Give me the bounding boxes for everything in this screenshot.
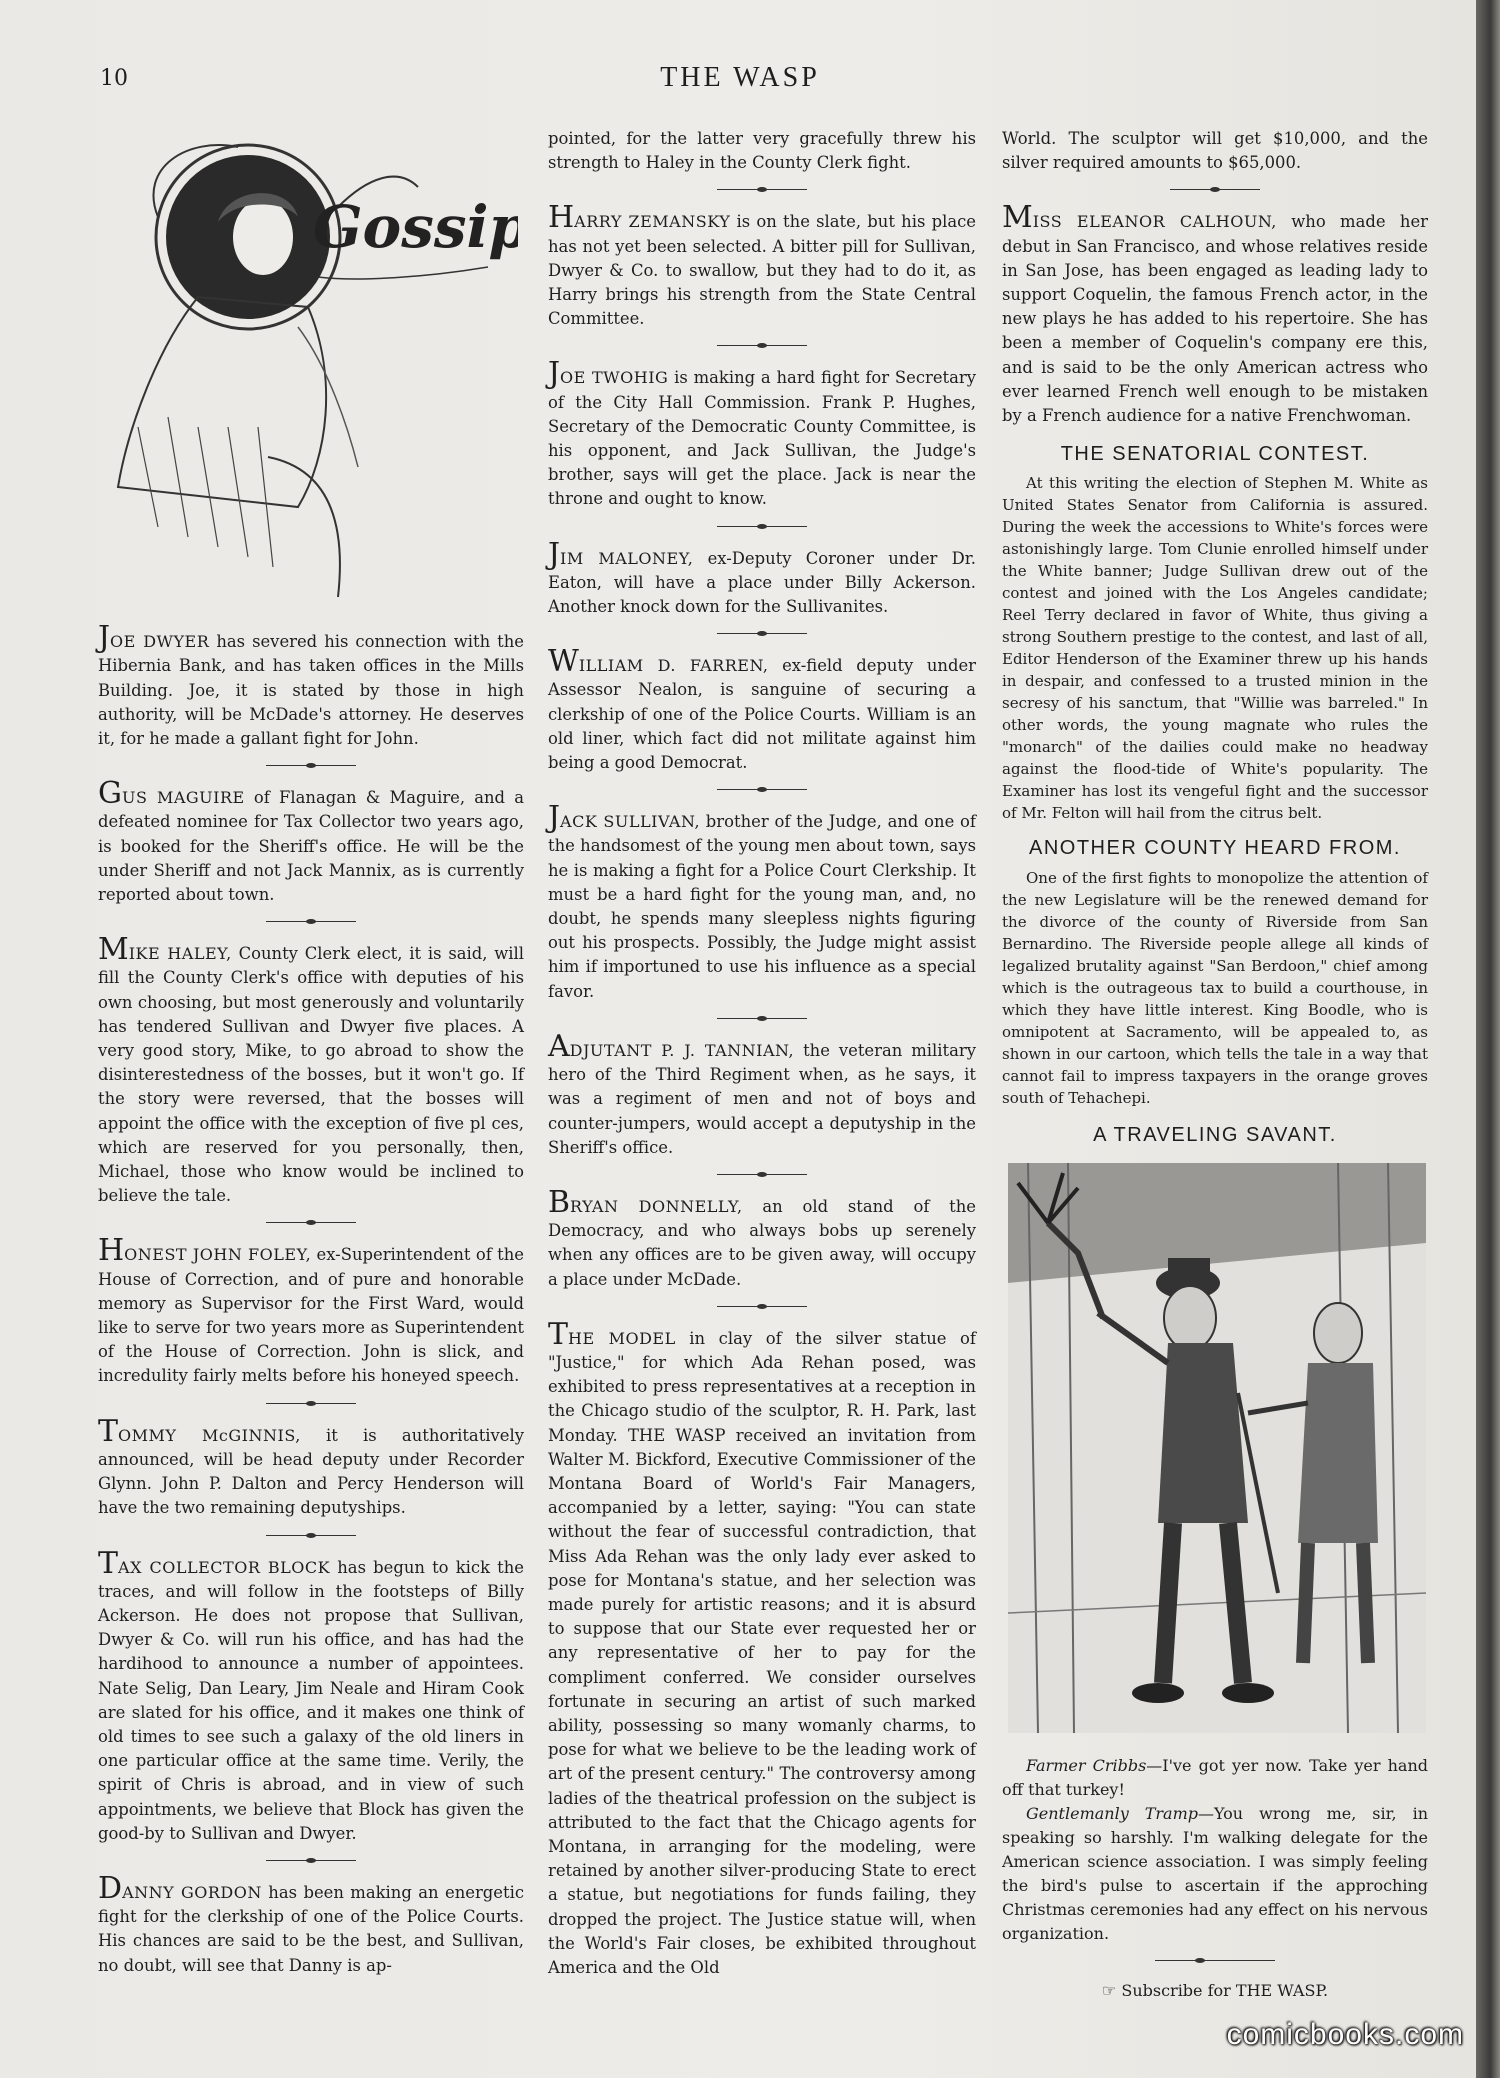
divider [266, 921, 356, 922]
gossip-item: HONEST JOHN FOLEY, ex-Superintendent of the House of Correction, and of pure and honorable memory as Supervisor for the First Ward, would like to serve for two years more as Superintendent of the House of Correction. John is slick, and incredulity fairly melts before his honeyed speech. [98, 1233, 525, 1386]
divider [717, 189, 807, 190]
gossip-illustration [98, 127, 518, 607]
gossip-item: TOMMY McGINNIS, it is authoritatively announced, will be head deputy under Recorder Glynn. John P. Dalton and Percy Henderson will have the two remaining deputyships. [98, 1413, 524, 1518]
gossip-item: JOE TWOHIG is making a hard fight for Secretary of the City Hall Commission. Frank P. Hughes, Secretary of the Democratic County Committee, is his opponent, and Jack Sullivan, the Judge's brother, says will get the place. Jack is near the throne and ought to know. [548, 356, 977, 509]
gossip-item: JACK SULLIVAN, brother of the Judge, and one of the handsomest of the young men about town, says he is making a fight for a Police Court Clerkship. It must be a hard fight for the young man, and, no doubt, he spends many sleepless nights figuring out his prospects. Possibly, the Judge might assist him if importuned to use his influence as a special favor. [548, 800, 976, 1001]
divider [1170, 189, 1260, 190]
col2-continuation: pointed, for the latter very gracefully threw his strength to Haley in the County Clerk fight. [548, 129, 976, 173]
savant-headline: A TRAVELING SAVANT. [1093, 1123, 1337, 1146]
divider [717, 1018, 807, 1019]
divider [266, 1860, 356, 1861]
column-1 [98, 127, 524, 1978]
divider [717, 345, 807, 346]
divider [717, 1174, 807, 1175]
divider [266, 765, 356, 766]
gossip-item: HARRY ZEMANSKY is on the slate, but his place has not yet been selected. A bitter pill for Sullivan, Dwyer & Co. to swallow, but they had to do it, as Harry brings his strength from the State Central Committee. [548, 200, 976, 329]
traveling-savant-cartoon [1008, 1163, 1426, 1733]
gossip-logo: Gossip [313, 193, 518, 261]
divider [717, 1306, 807, 1307]
pointing-hand-icon: ☞ [1101, 1981, 1122, 2001]
gossip-item: DANNY GORDON has been making an energetic fight for the clerkship of one of the Police Courts. His chances are said to be the best, and Sullivan, no doubt, will see that Danny is ap- [98, 1870, 524, 1975]
gossip-item: JIM MALONEY, ex-Deputy Coroner under Dr. Eaton, will have a place under Billy Ackerson. Another knock down for the Sullivanites. [548, 536, 976, 617]
calhoun-article: MISS ELEANOR CALHOUN, who made her debut in San Francisco, and whose relatives reside in San Jose, has been engaged as leading lady to support Coquelin, the famous French actor, in the new plays he has added to his repertoire. She has been a member of Coquelin's company ere this, and is said to be the only American actress who ever learned French well enough to be mistaken by a French audience for a native Frenchwoman. [1002, 200, 1429, 426]
subscribe-notice: ☞ Subscribe for THE WASP. [1101, 1981, 1329, 2001]
county-body: One of the first fights to monopolize the attention of the new Legislature will be the renewed demand for the divorce of the county of Riverside from San Bernardino. The Riverside people allege all kinds of legalized brutality against "San Berdoon," chief among which is the outrageous tax to build a courthouse, in which they have little interest. King Boodle, who is omnipotent at Sacramento, will be appealed to, as shown in our cartoon, which tells the tale in a way that cannot fail to impress taxpayers in the orange groves south of Tehachepi. [1002, 868, 1428, 1107]
column-3 [1002, 127, 1428, 2003]
senatorial-body: At this writing the election of Stephen M. White as United States Senator from California is assured. During the week the accessions to White's forces were astonishingly large. Tom Clunie enrolled himself under the White banner; Judge Sullivan drew out of the contest and joined with the Los Angeles candidate; Reel Terry declared in favor of White, thus giving a strong Southern prestige to the contest, and last of all, Editor Henderson of the Examiner threw up his hands in despair, and confessed to a trusted minion in the secresy of his sanctum, that "Willie was barreled." In other words, the young magnate who rules the "monarch" of the dailies could make no headway against the flood-tide of White's popularity. The Examiner has lost its vengeful fight and the successor of Mr. Felton will hail from the citrus belt. [1002, 474, 1428, 823]
column-2 [548, 127, 976, 1980]
gossip-item: JOE DWYER has severed his connection with the Hibernia Bank, and has taken offices in the Mills Building. Joe, it is stated by those in high authority, will be McDade's attorney. He deserves it, for he made a gallant fight for John. [98, 620, 525, 749]
divider [717, 526, 807, 527]
gossip-item: ADJUTANT P. J. TANNIAN, the veteran military hero of the Third Regiment when, as he says, it was a regiment of men and not of boys and counter-jumpers, would accept a deputyship in the Sheriff's office. [548, 1028, 976, 1157]
watermark: comicbooks.com [1226, 2018, 1464, 2051]
gossip-item: BRYAN DONNELLY, an old stand of the Democracy, and who always bobs up serenely when any offices are to be given away, will occupy a place under McDade. [548, 1184, 977, 1289]
divider [266, 1222, 356, 1223]
gossip-item: THE MODEL in clay of the silver statue of "Justice," for which Ada Rehan posed, was exhibited to press representatives at a reception in the Chicago studio of the sculptor, R. H. Park, last Monday. THE WASP received an invitation from Walter M. Bickford, Executive Commissioner of the Montana Board of World's Fair Managers, accompanied by a letter, saying: "You can state without the fear of successful contradiction, that Miss Ada Rehan was the only lady ever asked to pose for Montana's statue, and her selection was made purely for artistic reasons; and it is absurd to suppose that our State ever requested her or any representative of her to pay for the compliment conferred. We consider ourselves fortunate in securing an artist of such marked ability, possessing so many womanly charms, to pose for what we believe to be the leading work of art of the present century." The controversy among ladies of the theatrical profession on the subject is attributed to the fact that the Chicago agents for Montana, in arranging for the modeling, were retained by another silver-producing State to erect a statue, but negotiations for funds failing, they dropped the project. The Justice statue will, when the World's Fair closes, be exhibited throughout America and the Old [548, 1316, 976, 1977]
county-headline: ANOTHER COUNTY HEARD FROM. [1029, 837, 1401, 860]
caption-farmer: Farmer Cribbs—I've got yer now. Take yer hand off that turkey! [1002, 1756, 1429, 1800]
divider [1155, 1960, 1275, 1961]
page-number: 10 [100, 66, 128, 91]
senatorial-headline: THE SENATORIAL CONTEST. [1060, 443, 1370, 466]
caption-tramp: Gentlemanly Tramp—You wrong me, sir, in speaking so harshly. I'm walking delegate for the American science association. I was simply feeling the bird's pulse to ascertain if the approching Christmas ceremonies had any effect on his nervous organization. [1002, 1804, 1428, 1944]
gossip-item: TAX COLLECTOR BLOCK has begun to kick the traces, and will follow in the footsteps of Billy Ackerson. He does not propose that Sullivan, Dwyer & Co. will run his office, and has had the hardihood to announce a number of appointees. Nate Selig, Dan Leary, Jim Neale and Hiram Cook are slated for his office, and it makes one think of old times to see such a galaxy of the old liners in one particular office at the same time. Verily, the spirit of Chris is abroad, and in view of such appointments, we believe that Block has given the good-by to Sullivan and Dwyer. [98, 1545, 524, 1843]
divider [266, 1403, 356, 1404]
divider [717, 633, 807, 634]
masthead: THE WASP [660, 62, 820, 93]
col3-continuation: World. The sculptor will get $10,000, and the silver required amounts to $65,000. [1002, 129, 1428, 173]
page-edge-shadow [1476, 0, 1500, 2078]
gossip-item: GUS MAGUIRE of Flanagan & Maguire, and a defeated nominee for Tax Collector two years ago, is booked for the Sheriff's office. He will be the under Sheriff and not Jack Mannix, as is currently reported about town. [98, 776, 524, 905]
divider [717, 789, 807, 790]
gossip-item: WILLIAM D. FARREN, ex-field deputy under Assessor Nealon, is sanguine of securing a clerkship of one of the Police Courts. William is an old liner, which fact did not militate against him being a good Democrat. [548, 644, 977, 773]
gossip-item: MIKE HALEY, County Clerk elect, it is said, will fill the County Clerk's office with deputies of his own choosing, but most generously and voluntarily has tendered Sullivan and Dwyer five places. A very good story, Mike, to go abroad to show the disinterestedness of the bosses, but it won't go. If the story were reversed, that the bosses will appoint the office with the exception of five pl ces, which are reserved for you personally, then, Michael, those who know would be inclined to believe the tale. [98, 932, 525, 1206]
divider [266, 1535, 356, 1536]
